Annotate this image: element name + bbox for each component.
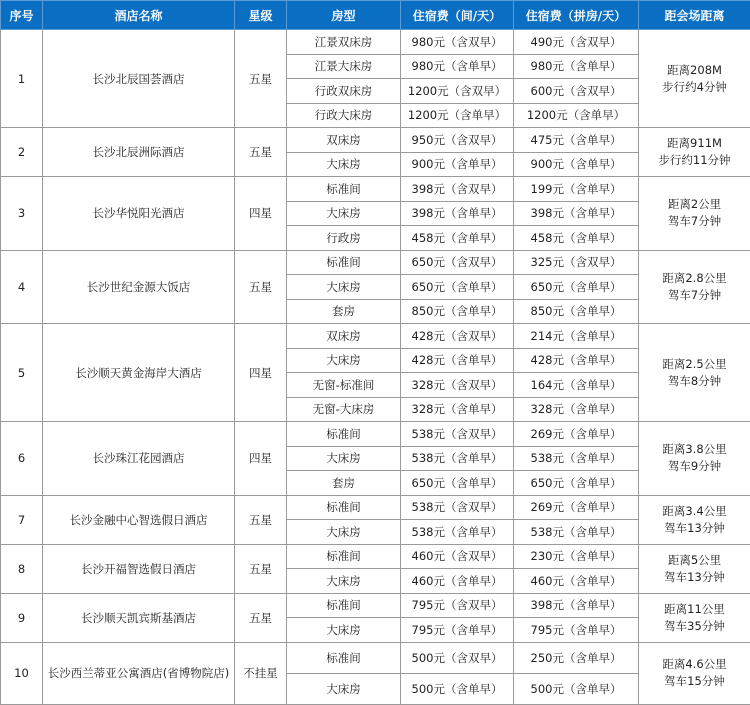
- room-type: 无窗-大床房: [287, 397, 401, 422]
- hotel-name: 长沙开福智选假日酒店: [43, 544, 235, 593]
- header-star: 星级: [235, 1, 287, 30]
- hotel-number: 7: [1, 495, 43, 544]
- room-type: 大床房: [287, 446, 401, 471]
- room-type: 大床房: [287, 569, 401, 594]
- distance-text: 距离2公里: [639, 196, 750, 213]
- travel-time-text: 驾车7分钟: [639, 213, 750, 230]
- price-per-room: 328元（含双早）: [401, 373, 514, 398]
- travel-time-text: 驾车9分钟: [639, 458, 750, 475]
- room-type: 大床房: [287, 275, 401, 300]
- room-type: 江景大床房: [287, 54, 401, 79]
- price-shared: 650元（含单早）: [514, 275, 639, 300]
- room-type: 行政房: [287, 226, 401, 251]
- room-type: 标准间: [287, 495, 401, 520]
- header-price-share: 住宿费（拼房/天）: [514, 1, 639, 30]
- hotel-star-rating: 五星: [235, 593, 287, 642]
- header-room-type: 房型: [287, 1, 401, 30]
- room-type: 大床房: [287, 520, 401, 545]
- hotel-star-rating: 四星: [235, 324, 287, 422]
- room-type: 大床房: [287, 618, 401, 643]
- room-type: 双床房: [287, 324, 401, 349]
- room-type: 双床房: [287, 128, 401, 153]
- price-shared: 458元（含单早）: [514, 226, 639, 251]
- room-type: 标准间: [287, 593, 401, 618]
- price-per-room: 500元（含双早）: [401, 642, 514, 673]
- hotel-name: 长沙珠江花园酒店: [43, 422, 235, 496]
- hotel-star-rating: 不挂星: [235, 642, 287, 704]
- distance-text: 距离11公里: [639, 601, 750, 618]
- room-type: 江景双床房: [287, 30, 401, 55]
- price-per-room: 538元（含单早）: [401, 446, 514, 471]
- price-shared: 795元（含单早）: [514, 618, 639, 643]
- room-type: 大床房: [287, 673, 401, 704]
- price-shared: 538元（含单早）: [514, 520, 639, 545]
- price-shared: 325元（含双早）: [514, 250, 639, 275]
- price-shared: 475元（含单早）: [514, 128, 639, 153]
- room-type: 行政双床房: [287, 79, 401, 104]
- price-shared: 650元（含单早）: [514, 471, 639, 496]
- venue-distance: [639, 642, 750, 704]
- price-per-room: 795元（含单早）: [401, 618, 514, 643]
- header-hotel-name: 酒店名称: [43, 1, 235, 30]
- price-shared: 600元（含双早）: [514, 79, 639, 104]
- price-per-room: 1200元（含单早）: [401, 103, 514, 128]
- hotel-name: 长沙北辰洲际酒店: [43, 128, 235, 177]
- venue-distance: [639, 324, 750, 422]
- hotel-number: 3: [1, 177, 43, 251]
- venue-distance: [639, 128, 750, 177]
- venue-distance: [639, 544, 750, 593]
- room-type: 标准间: [287, 642, 401, 673]
- room-type: 大床房: [287, 201, 401, 226]
- venue-distance: [639, 422, 750, 496]
- hotel-star-rating: 五星: [235, 544, 287, 593]
- room-type: 标准间: [287, 544, 401, 569]
- price-per-room: 538元（含双早）: [401, 495, 514, 520]
- table-row: [1, 544, 750, 569]
- venue-distance: [639, 177, 750, 251]
- price-per-room: 980元（含单早）: [401, 54, 514, 79]
- table-row: [1, 250, 750, 275]
- hotel-star-rating: 四星: [235, 177, 287, 251]
- price-per-room: 650元（含单早）: [401, 471, 514, 496]
- header-price-room: 住宿费（间/天）: [401, 1, 514, 30]
- hotel-star-rating: 五星: [235, 495, 287, 544]
- price-per-room: 1200元（含双早）: [401, 79, 514, 104]
- price-shared: 328元（含单早）: [514, 397, 639, 422]
- table-row: [1, 422, 750, 447]
- price-shared: 1200元（含单早）: [514, 103, 639, 128]
- travel-time-text: 步行约4分钟: [639, 79, 750, 96]
- room-type: 大床房: [287, 348, 401, 373]
- distance-text: 距离208M: [639, 62, 750, 79]
- price-shared: 490元（含双早）: [514, 30, 639, 55]
- distance-text: 距离911M: [639, 135, 750, 152]
- hotel-star-rating: 五星: [235, 30, 287, 128]
- price-shared: 199元（含单早）: [514, 177, 639, 202]
- price-per-room: 328元（含单早）: [401, 397, 514, 422]
- room-type: 套房: [287, 299, 401, 324]
- distance-text: 距离3.4公里: [639, 503, 750, 520]
- travel-time-text: 驾车15分钟: [639, 673, 750, 690]
- room-type: 标准间: [287, 177, 401, 202]
- price-shared: 980元（含单早）: [514, 54, 639, 79]
- table-header-row: [1, 1, 750, 30]
- price-shared: 460元（含单早）: [514, 569, 639, 594]
- hotel-name: 长沙西兰蒂亚公寓酒店(省博物院店): [43, 642, 235, 704]
- hotel-number: 9: [1, 593, 43, 642]
- hotel-star-rating: 五星: [235, 250, 287, 324]
- price-per-room: 650元（含单早）: [401, 275, 514, 300]
- table-row: [1, 324, 750, 349]
- hotel-number: 2: [1, 128, 43, 177]
- hotel-name: 长沙华悦阳光酒店: [43, 177, 235, 251]
- price-per-room: 460元（含双早）: [401, 544, 514, 569]
- price-shared: 428元（含单早）: [514, 348, 639, 373]
- hotel-number: 6: [1, 422, 43, 496]
- price-per-room: 458元（含单早）: [401, 226, 514, 251]
- hotel-number: 10: [1, 642, 43, 704]
- hotel-star-rating: 四星: [235, 422, 287, 496]
- venue-distance: [639, 30, 750, 128]
- price-per-room: 500元（含单早）: [401, 673, 514, 704]
- price-shared: 538元（含单早）: [514, 446, 639, 471]
- room-type: 大床房: [287, 152, 401, 177]
- price-per-room: 538元（含单早）: [401, 520, 514, 545]
- table-row: [1, 128, 750, 153]
- table-row: [1, 642, 750, 673]
- venue-distance: [639, 593, 750, 642]
- distance-text: 距离5公里: [639, 552, 750, 569]
- price-shared: 500元（含单早）: [514, 673, 639, 704]
- table-body: [1, 30, 750, 705]
- table-row: [1, 177, 750, 202]
- hotel-number: 4: [1, 250, 43, 324]
- travel-time-text: 驾车7分钟: [639, 287, 750, 304]
- price-shared: 850元（含单早）: [514, 299, 639, 324]
- price-shared: 164元（含单早）: [514, 373, 639, 398]
- travel-time-text: 驾车35分钟: [639, 618, 750, 635]
- price-per-room: 398元（含双早）: [401, 177, 514, 202]
- room-type: 标准间: [287, 250, 401, 275]
- travel-time-text: 步行约11分钟: [639, 152, 750, 169]
- price-shared: 398元（含单早）: [514, 201, 639, 226]
- table-row: [1, 30, 750, 55]
- hotel-number: 5: [1, 324, 43, 422]
- table-row: [1, 593, 750, 618]
- price-shared: 398元（含单早）: [514, 593, 639, 618]
- room-type: 套房: [287, 471, 401, 496]
- hotel-name: 长沙世纪金源大饭店: [43, 250, 235, 324]
- travel-time-text: 驾车8分钟: [639, 373, 750, 390]
- hotel-star-rating: 五星: [235, 128, 287, 177]
- price-per-room: 538元（含双早）: [401, 422, 514, 447]
- hotel-name: 长沙北辰国荟酒店: [43, 30, 235, 128]
- price-shared: 214元（含单早）: [514, 324, 639, 349]
- price-per-room: 850元（含单早）: [401, 299, 514, 324]
- header-no: 序号: [1, 1, 43, 30]
- price-per-room: 428元（含单早）: [401, 348, 514, 373]
- distance-text: 距离2.8公里: [639, 270, 750, 287]
- hotel-number: 1: [1, 30, 43, 128]
- price-per-room: 428元（含双早）: [401, 324, 514, 349]
- table-row: [1, 495, 750, 520]
- room-type: 行政大床房: [287, 103, 401, 128]
- hotel-name: 长沙顺天黄金海岸大酒店: [43, 324, 235, 422]
- hotel-name: 长沙金融中心智选假日酒店: [43, 495, 235, 544]
- price-shared: 269元（含单早）: [514, 422, 639, 447]
- venue-distance: [639, 495, 750, 544]
- price-per-room: 980元（含双早）: [401, 30, 514, 55]
- header-distance: 距会场距离: [639, 1, 750, 30]
- venue-distance: [639, 250, 750, 324]
- travel-time-text: 驾车13分钟: [639, 569, 750, 586]
- distance-text: 距离2.5公里: [639, 356, 750, 373]
- price-shared: 230元（含单早）: [514, 544, 639, 569]
- travel-time-text: 驾车13分钟: [639, 520, 750, 537]
- price-shared: 250元（含单早）: [514, 642, 639, 673]
- distance-text: 距离3.8公里: [639, 441, 750, 458]
- hotel-number: 8: [1, 544, 43, 593]
- price-per-room: 950元（含双早）: [401, 128, 514, 153]
- hotel-name: 长沙顺天凯宾斯基酒店: [43, 593, 235, 642]
- price-per-room: 795元（含双早）: [401, 593, 514, 618]
- price-per-room: 650元（含双早）: [401, 250, 514, 275]
- price-per-room: 900元（含单早）: [401, 152, 514, 177]
- price-per-room: 398元（含单早）: [401, 201, 514, 226]
- price-shared: 900元（含单早）: [514, 152, 639, 177]
- room-type: 标准间: [287, 422, 401, 447]
- distance-text: 距离4.6公里: [639, 656, 750, 673]
- price-per-room: 460元（含单早）: [401, 569, 514, 594]
- room-type: 无窗-标准间: [287, 373, 401, 398]
- price-shared: 269元（含单早）: [514, 495, 639, 520]
